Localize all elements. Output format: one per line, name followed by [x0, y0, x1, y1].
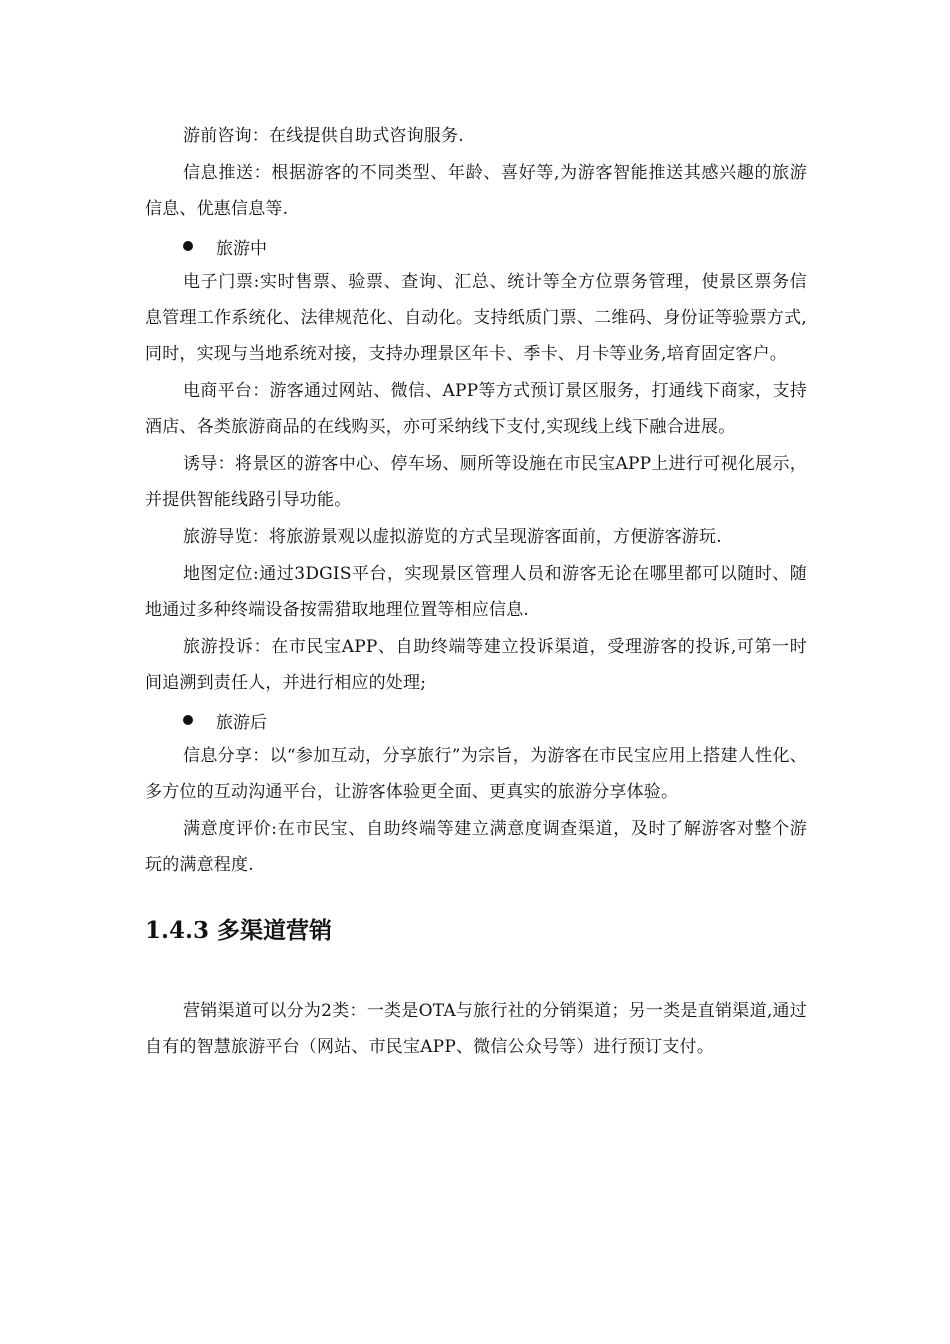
- paragraph-info-push: 信息推送：根据游客的不同类型、年龄、喜好等,为游客智能推送其感兴趣的旅游信息、优惠信息等.: [145, 163, 807, 219]
- paragraph-map-location: 地图定位:通过3DGIS平台，实现景区管理人员和游客无论在哪里都可以随时、随地通过多种终端设备按需猎取地理位置等相应信息.: [145, 564, 807, 620]
- bullet-during-trip: [145, 228, 807, 264]
- bullet-dot-icon: [183, 241, 193, 251]
- paragraph-ecommerce: 电商平台：游客通过网站、微信、APP等方式预订景区服务，打通线下商家，支持酒店、各类旅游商品的在线购买，亦可采纳线下支付,实现线上线下融合进展。: [145, 381, 807, 437]
- paragraph-tour-guide: 旅游导览：将旅游景观以虚拟游览的方式呈现游客面前，方便游客游玩.: [183, 527, 722, 547]
- paragraph-complaints: 旅游投诉：在市民宝APP、自助终端等建立投诉渠道，受理游客的投诉,可第一时间追溯到责任人，并进行相应的处理;: [145, 637, 807, 693]
- bullet-label: 旅游后: [216, 712, 267, 733]
- bullet-dot-icon: [183, 715, 193, 725]
- paragraph-guidance: 诱导：将景区的游客中心、停车场、厕所等设施在市民宝APP上进行可视化展示，并提供智能线路引导功能。: [145, 454, 807, 510]
- bullet-after-trip: [145, 702, 807, 738]
- paragraph-marketing-channels: 营销渠道可以分为2类：一类是OTA与旅行社的分销渠道；另一类是直销渠道,通过自有的智慧旅游平台（网站、市民宝APP、微信公众号等）进行预订支付。: [145, 1001, 807, 1057]
- paragraph-info-sharing: 信息分享：以“参加互动，分享旅行”为宗旨，为游客在市民宝应用上搭建人性化、多方位的互动沟通平台，让游客体验更全面、更真实的旅游分享体验。: [145, 746, 807, 802]
- document-body: [145, 118, 807, 1066]
- paragraph-satisfaction: 满意度评价:在市民宝、自助终端等建立满意度调查渠道，及时了解游客对整个游玩的满意程度.: [145, 819, 807, 875]
- section-heading: 1.4.3 多渠道营销: [145, 917, 333, 944]
- bullet-label: 旅游中: [216, 238, 267, 259]
- paragraph-pre-trip-consultation: 游前咨询：在线提供自助式咨询服务.: [183, 126, 464, 146]
- paragraph-e-ticket: 电子门票:实时售票、验票、查询、汇总、统计等全方位票务管理，使景区票务信息管理工作系统化、法律规范化、自动化。支持纸质门票、二维码、身份证等验票方式,同时，实现与当地系统对接，支持办理景区年卡、季卡、月卡等业务,培育固定客户。: [145, 272, 807, 364]
